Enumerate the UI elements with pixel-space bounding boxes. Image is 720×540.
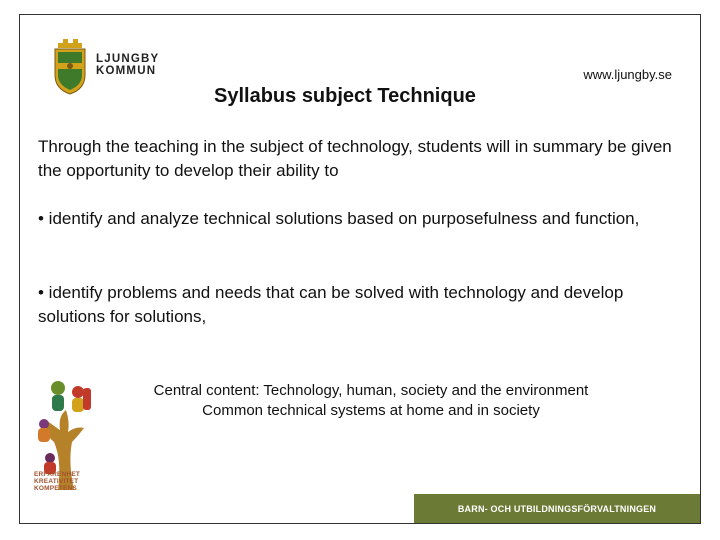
bullet-item-2: • identify problems and needs that can be solved with technology and develop solutions for solutions, — [38, 283, 624, 326]
footer-bar — [414, 494, 700, 523]
logo-line2: KOMMUN — [96, 65, 157, 77]
tree-word-2: KREATIVITET — [34, 478, 79, 485]
central-content-line2: Common technical systems at home and in society — [202, 402, 540, 419]
central-content-line1: Central content: Technology, human, society and the environment — [153, 382, 589, 399]
tree-word-1: ERFARENHET — [34, 471, 81, 478]
footer-label: BARN- OCH UTBILDNINGSFÖRVALTNINGEN — [457, 503, 657, 514]
coat-of-arms-icon — [52, 39, 88, 95]
logo-wordmark — [96, 53, 159, 77]
tree-logo-words — [34, 471, 80, 492]
central-content — [116, 381, 626, 421]
slide — [19, 14, 701, 524]
ljungby-logo — [52, 39, 192, 103]
tree-word-3: KOMPETENS — [34, 485, 77, 492]
logo-line1: LJUNGBY — [96, 53, 160, 65]
bullet-item-1: • identify and analyze technical solutions based on purposefulness and function, — [38, 209, 640, 228]
website-url[interactable]: www.ljungby.se — [583, 67, 672, 82]
intro-text: Through the teaching in the subject of technology, students will in summary be given the opportunity to develop their ability to — [38, 137, 672, 180]
page-title: Syllabus subject Technique — [214, 85, 476, 107]
